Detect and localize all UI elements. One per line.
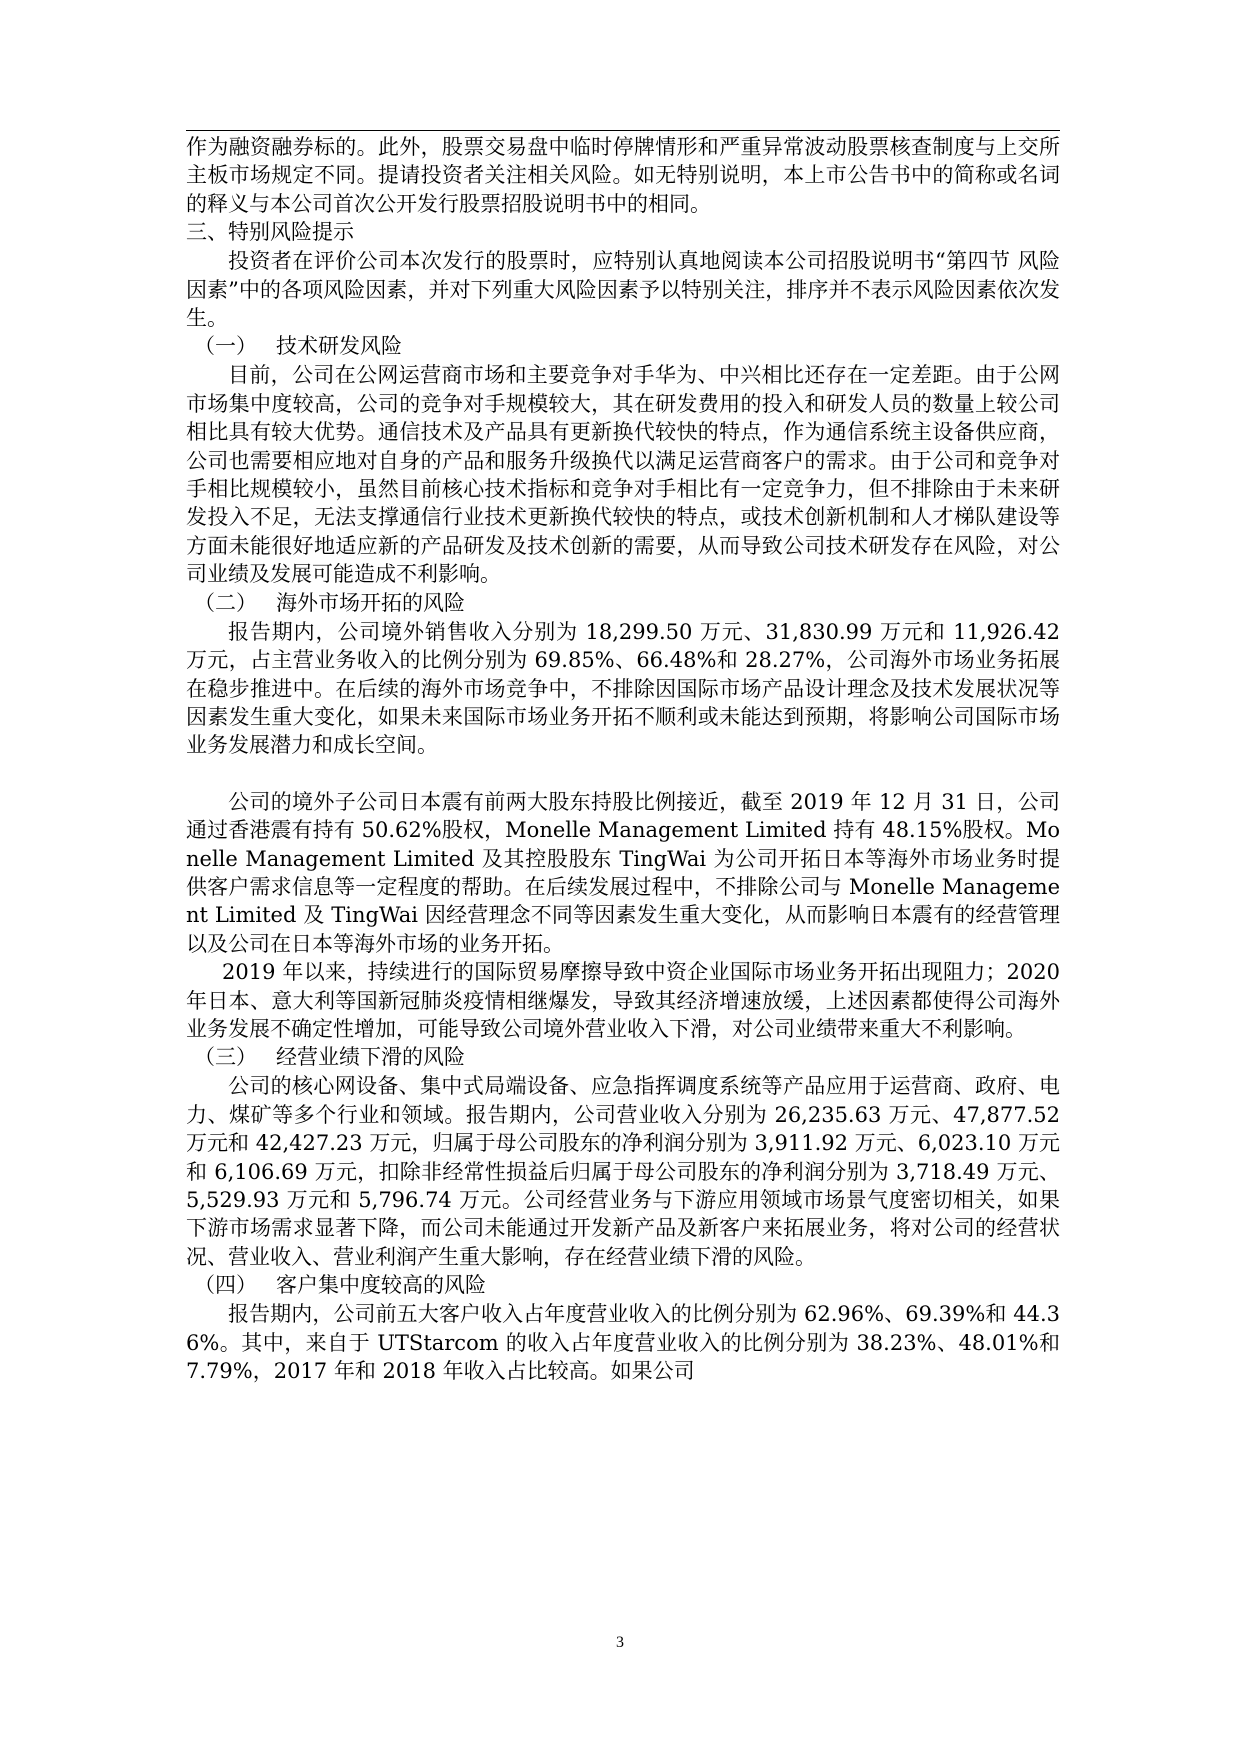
risk-heading-text: 海外市场开拓的风险 <box>276 590 465 615</box>
risk-heading-number: （二） <box>194 590 257 615</box>
risk-heading-text: 经营业绩下滑的风险 <box>276 1045 465 1070</box>
risk-overseas-paragraph-3: 2019 年以来，持续进行的国际贸易摩擦导致中资企业国际市场业务开拓出现阻力；2020 年日本、意大利等国新冠肺炎疫情相继爆发，导致其经济增速放缓，上述因素都使得公司海外业务发展不确定性增加，可能导致公司境外营业收入下滑，对公司业绩带来重大不利影响。 <box>186 960 1060 1041</box>
risk-customer-paragraph: 报告期内，公司前五大客户收入占年度营业收入的比例分别为 62.96%、69.39%和 44.36%。其中，来自于 UTStarcom 的收入占年度营业收入的比例分别为 38.23%、48.01%和 7.79%，2017 年和 2018 年收入占比较高。如果公司 <box>186 1302 1060 1384</box>
risk-performance-paragraph: 公司的核心网设备、集中式局端设备、应急指挥调度系统等产品应用于运营商、政府、电力、煤矿等多个行业和领域。报告期内，公司营业收入分别为 26,235.63 万元、47,877.52 万元和 42,427.23 万元，归属于母公司股东的净利润分别为 3,911.92 万元、6,023.10 万元和 6,106.69 万元，扣除非经常性损益后归属于母公司股东的净利润分别为 3,718.49 万元、5,529.93 万元和 5,796.74 万元。公司经营业务与下游应用领域市场景气度密切相关，如果下游市场需求显著下降，而公司未能通过开发新产品及新客户来拓展业务，将对公司的经营状况、营业收入、营业利润产生重大影响，存在经营业绩下滑的风险。 <box>186 1074 1060 1269</box>
risk-heading-tech <box>186 332 1060 361</box>
risk-heading-number: （四） <box>194 1273 257 1298</box>
risk-heading-customer <box>186 1271 1060 1300</box>
risk-heading-performance <box>186 1043 1060 1072</box>
risk-heading-overseas <box>186 589 1060 618</box>
section-intro-paragraph: 投资者在评价公司本次发行的股票时，应特别认真地阅读本公司招股说明书“第四节 风险因素”中的各项风险因素，并对下列重大风险因素予以特别关注，排序并不表示风险因素依次发生。 <box>186 249 1060 331</box>
page-number: 3 <box>616 1634 624 1651</box>
risk-heading-text: 技术研发风险 <box>276 334 402 359</box>
paragraph-gap <box>186 760 1060 788</box>
header-rule <box>186 130 1060 131</box>
risk-overseas-paragraph-2: 公司的境外子公司日本震有前两大股东持股比例接近，截至 2019 年 12 月 31 日，公司通过香港震有持有 50.62%股权，Monelle Management Limited 持有 48.15%股权。Monelle Management Limited 及其控股股东 TingWai 为公司开拓日本等海外市场业务时提供客户需求信息等一定程度的帮助。在后续发展过程中，不排除公司与 Monelle Management Limited 及 TingWai 因经营理念不同等因素发生重大变化，从而影响日本震有的经营管理以及公司在日本等海外市场的业务开拓。 <box>186 789 1060 956</box>
continuation-paragraph: 作为融资融券标的。此外，股票交易盘中临时停牌情形和严重异常波动股票核查制度与上交所主板市场规定不同。提请投资者关注相关风险。如无特别说明，本上市公告书中的简称或名词的释义与本公司首次公开发行股票招股说明书中的相同。 <box>186 135 1060 216</box>
risk-heading-text: 客户集中度较高的风险 <box>276 1273 486 1298</box>
risk-heading-number: （一） <box>194 334 257 359</box>
risk-heading-number: （三） <box>194 1045 257 1070</box>
section-title: 三、特别风险提示 <box>186 220 354 245</box>
risk-overseas-paragraph-1: 报告期内，公司境外销售收入分别为 18,299.50 万元、31,830.99 万元和 11,926.42 万元，占主营业务收入的比例分别为 69.85%、66.48%和 28.27%，公司海外市场业务拓展在稳步推进中。在后续的海外市场竞争中，不排除因国际市场产品设计理念及技术发展状况等因素发生重大变化，如果未来国际市场业务开拓不顺利或未能达到预期，将影响公司国际市场业务发展潜力和成长空间。 <box>186 619 1060 758</box>
risk-tech-paragraph: 目前，公司在公网运营商市场和主要竞争对手华为、中兴相比还存在一定差距。由于公网市场集中度较高，公司的竞争对手规模较大，其在研发费用的投入和研发人员的数量上较公司相比具有较大优势。通信技术及产品具有更新换代较快的特点，作为通信系统主设备供应商，公司也需要相应地对自身的产品和服务升级换代以满足运营商客户的需求。由于公司和竞争对手相比规模较小，虽然目前核心技术指标和竞争对手相比有一定竞争力，但不排除由于未来研发投入不足，无法支撑通信行业技术更新换代较快的特点，或技术创新机制和人才梯队建设等方面未能很好地适应新的产品研发及技术创新的需要，从而导致公司技术研发存在风险，对公司业绩及发展可能造成不利影响。 <box>186 363 1060 587</box>
page-content <box>186 133 1060 1385</box>
